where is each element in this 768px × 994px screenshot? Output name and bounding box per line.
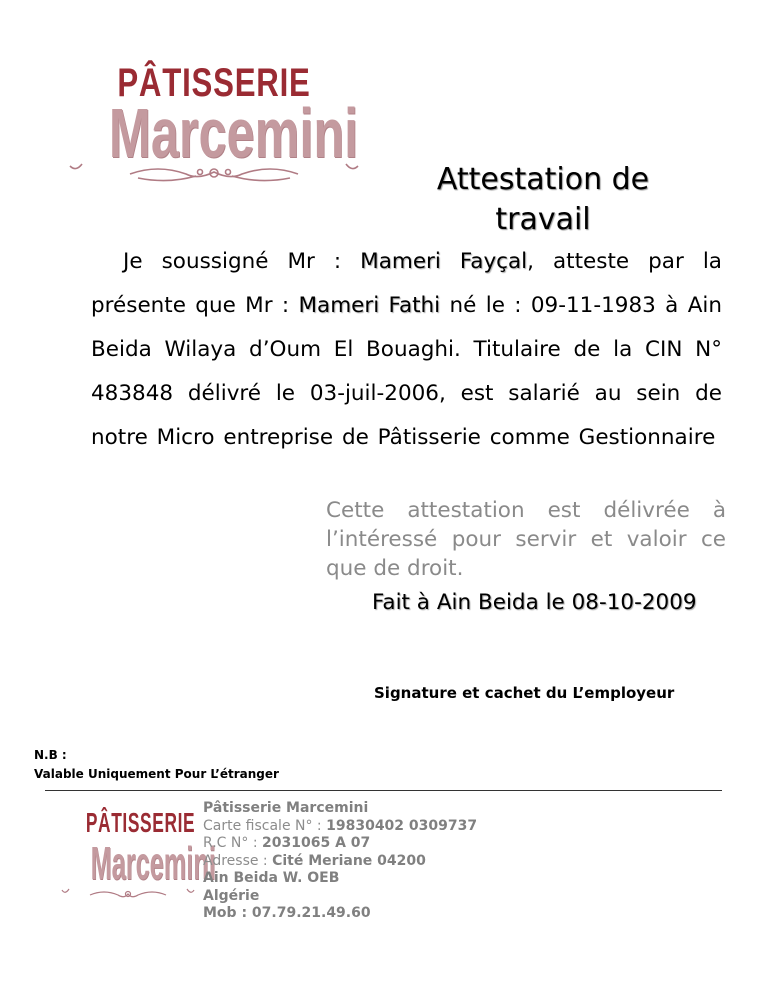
nb-text: Valable Uniquement Pour L’étranger: [34, 767, 279, 781]
footer-logo-line1: PÂTISSERIE: [85, 807, 196, 838]
logo-line2: Marcemini: [108, 94, 359, 172]
rc-value: 2031065 A 07: [262, 835, 371, 851]
body-text-2: né le : 09-11-1983 à Ain Beida Wilaya d’Oum El Bouaghi. Titulaire de la CIN N° 483848 délivré le 03-juil-2006, est salarié au sein de notre Micro entreprise de Pâtisserie comme Gestionnaire: [91, 293, 722, 450]
mobile-number: Mob : 07.79.21.49.60: [203, 905, 371, 921]
closing-statement: Cette attestation est délivrée à l’intéressé pour servir et valoir ce que de droit.: [326, 498, 726, 581]
place-prefix: Fait à: [372, 590, 437, 615]
company-logo: [68, 62, 360, 194]
rc-label: R.C N° :: [203, 835, 262, 851]
address-value: Cité Meriane 04200: [272, 852, 426, 869]
signature-label: Signature et cachet du L’employeur: [374, 684, 675, 702]
company-name: Pâtisserie Marcemini: [203, 800, 369, 816]
nota-bene: [34, 746, 279, 784]
attestation-body: [91, 240, 722, 506]
footer-logo: [60, 807, 216, 912]
employee-name: Mameri Fathi: [298, 293, 441, 318]
company-details: [203, 800, 477, 923]
fiscal-value: 19830402 0309737: [326, 817, 478, 834]
country: Algérie: [203, 887, 260, 904]
footer-logo-line2: Marcemini: [90, 837, 216, 889]
nb-label: N.B :: [34, 748, 67, 762]
fiscal-label: Carte fiscale N° :: [203, 817, 327, 834]
city: Ain Beida W. OEB: [203, 870, 340, 886]
body-text-1: , atteste par la présente que Mr :: [91, 249, 722, 318]
place-name: Ain Beida: [436, 590, 539, 615]
place-date: [372, 588, 722, 618]
footer-divider: [45, 790, 722, 791]
logo-line1: PÂTISSERIE: [117, 61, 311, 105]
body-intro: Je soussigné Mr :: [123, 249, 361, 274]
address-label: Adresse :: [203, 852, 273, 869]
employer-name: Mameri Fayçal: [360, 249, 528, 274]
document-title: Attestation de travail: [436, 162, 650, 237]
date-text: le 08-10-2009: [538, 590, 697, 615]
